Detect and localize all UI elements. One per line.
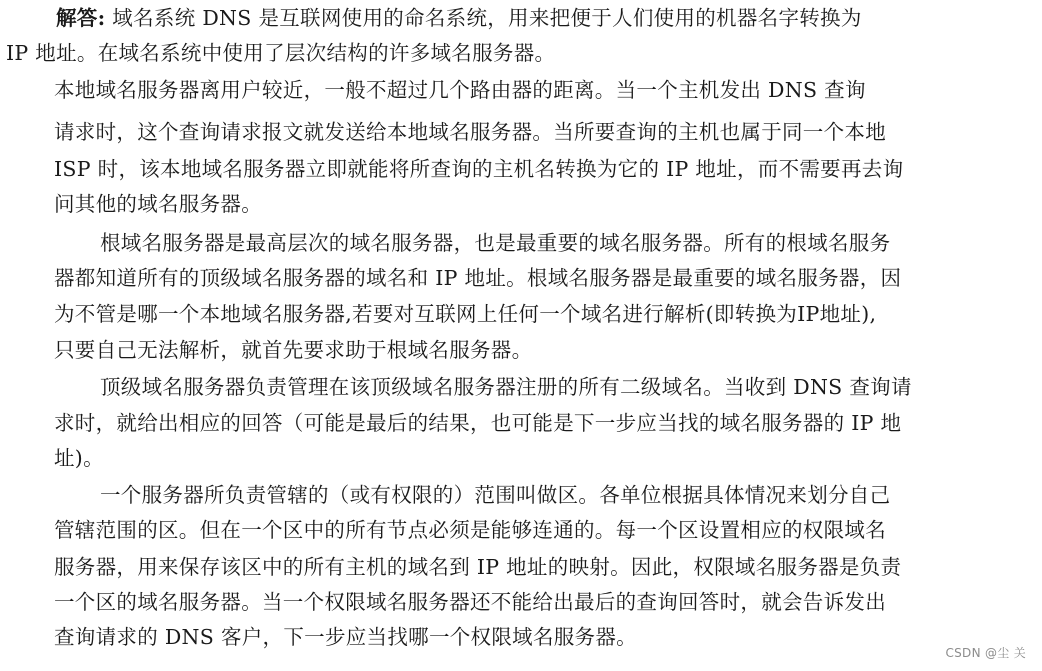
paragraph-root-line: 只要自己无法解析，就首先要求助于根域名服务器。 — [54, 338, 533, 362]
answer-line-2: IP 地址。在域名系统中使用了层次结构的许多域名服务器。 — [6, 41, 556, 65]
paragraph-tld-line: 顶级域名服务器负责管理在该顶级域名服务器注册的所有二级域名。当收到 DNS 查询请 — [100, 375, 912, 399]
paragraph-local-line: 本地域名服务器离用户较近，一般不超过几个路由器的距离。当一个主机发出 DNS 查询 — [54, 78, 866, 102]
answer-line-1 — [56, 4, 862, 32]
paragraph-tld-line: 址)。 — [54, 446, 104, 470]
csdn-watermark: CSDN @尘 关 — [945, 646, 1026, 660]
answer-intro-text: 域名系统 DNS 是互联网使用的命名系统，用来把便于人们使用的机器名字转换为 — [112, 6, 862, 30]
answer-label: 解答: — [56, 6, 106, 30]
paragraph-local-line: ISP 时，该本地域名服务器立即就能将所查询的主机名转换为它的 IP 地址，而不需要再去询 — [54, 157, 904, 181]
paragraph-local-line: 请求时，这个查询请求报文就发送给本地域名服务器。当所要查询的主机也属于同一个本地 — [54, 120, 886, 144]
paragraph-local-line: 问其他的域名服务器。 — [54, 192, 262, 216]
paragraph-root-line: 为不管是哪一个本地域名服务器,若要对互联网上任何一个域名进行解析(即转换为IP地址), — [54, 302, 877, 326]
paragraph-tld-line: 求时，就给出相应的回答（可能是最后的结果，也可能是下一步应当找的域名服务器的 IP 地 — [54, 411, 902, 435]
paragraph-root-line: 器都知道所有的顶级域名服务器的域名和 IP 地址。根域名服务器是最重要的域名服务器，因 — [54, 266, 902, 290]
paragraph-auth-line: 服务器，用来保存该区中的所有主机的域名到 IP 地址的映射。因此，权限域名服务器是负责 — [54, 555, 902, 579]
paragraph-root-line: 根域名服务器是最高层次的域名服务器，也是最重要的域名服务器。所有的根域名服务 — [100, 231, 891, 255]
paragraph-auth-line: 查询请求的 DNS 客户，下一步应当找哪一个权限域名服务器。 — [54, 625, 637, 649]
paragraph-auth-line: 一个服务器所负责管辖的（或有权限的）范围叫做区。各单位根据具体情况来划分自己 — [100, 483, 891, 507]
paragraph-auth-line: 管辖范围的区。但在一个区中的所有节点必须是能够连通的。每一个区设置相应的权限域名 — [54, 518, 886, 542]
paragraph-auth-line: 一个区的域名服务器。当一个权限域名服务器还不能给出最后的查询回答时，就会告诉发出 — [54, 590, 886, 614]
